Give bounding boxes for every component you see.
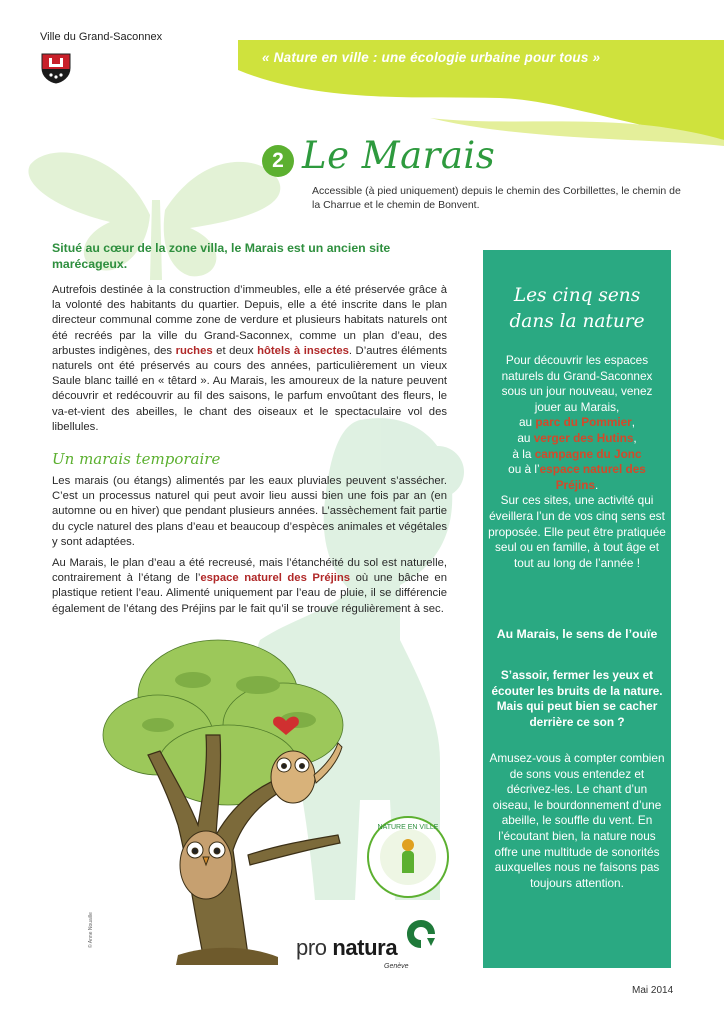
panel-title <box>483 283 671 335</box>
banner-slogan: « Nature en ville : une écologie urbaine pour tous » <box>262 50 601 65</box>
link-verger-hutins[interactable]: verger des Hutins <box>533 430 634 445</box>
text-run: et deux <box>212 344 258 357</box>
link-campagne-jonc[interactable]: campagne du Jonc <box>534 446 642 461</box>
text-run: Pour découvrir les espaces naturels du Grand-Saconnex sous un jour nouveau, venez jouer au Marais, <box>501 353 653 414</box>
illustration-credit: © Anne Nouaille <box>88 912 94 948</box>
owl-left <box>180 831 232 899</box>
link-ruches[interactable]: ruches <box>175 344 213 357</box>
text-run: . D’autres éléments naturels ont été préservés au cours des années, particulièrement un vieux Saule blanc taillé en « têtard ». Au Marais, les amoureux de la nature peuvent découvrir et redécouvrir au fil des saisons, le parfum envoûtant des fleurs, le va-et-vient des abeilles, le chant des oiseaux et le spectaculaire vol des libellules. <box>52 344 447 433</box>
page-title: Le Marais <box>302 134 496 177</box>
link-hotels-insectes[interactable]: hôtels à insectes <box>257 344 349 357</box>
text-run: Au Marais, le plan d’eau a été recreusé, mais l’étanchéité du sol est naturelle, contrairement à l’étang de l’ <box>52 557 447 585</box>
text-run: Autrefois destinée à la construction d’immeubles, elle a été préservée grâce à la volonté des habitants du quartier. Depuis, elle a été inscrite dans le plan directeur communal comme zone de verdure et plusieurs habitats naturels ont été recréés par la ville du Grand-Saconnex, comme un plan d’eau, des arbustes indigènes, des <box>52 284 447 357</box>
panel-title-line: Les cinq sens <box>513 285 641 306</box>
brand-text: pro <box>296 935 333 960</box>
pro-natura-icon <box>405 918 437 950</box>
tree-owls-illustration <box>98 625 368 980</box>
access-info: Accessible (à pied uniquement) depuis le chemin des Corbillettes, le chemin de la Charrue et le chemin de Bonvent. <box>312 185 681 211</box>
panel-title-line: dans la nature <box>509 311 645 332</box>
panel-subheading: Au Marais, le sens de l’ouïe <box>496 627 658 641</box>
text-run: , <box>631 415 636 430</box>
intro-text: Situé au cœur de la zone villa, le Marais est un ancien site marécageux. <box>52 241 391 271</box>
panel-intro <box>488 353 666 571</box>
pro-natura-logo <box>296 935 397 961</box>
text-run: où une bâche en plastique retient l’eau. Alimenté uniquement par l’eau de pluie, il se différencie également de l’étang des Préjins par le fait qu’il se trouve régulièrement à sec. <box>52 572 447 615</box>
badge-text: NATURE EN VILLE <box>377 824 439 831</box>
coat-of-arms-icon <box>40 52 72 84</box>
panel-activity-text: Amusez-vous à compter combien de sons vous entendez et décrivez-les. Le chant d’un oiseau, le bourdonnement d’une abeille, le souffle du vent. En l’écoutant bien, la nature nous offre une multitude de sonorités auxquelles nous ne faisons pas toujours attention. <box>489 751 665 890</box>
paragraph-temporary-marsh: Les marais (ou étangs) alimentés par les eaux pluviales peuvent s’assécher. C’est un processus naturel qui peut avoir lieu aussi bien une fois par an (en automne ou en hiver) que pendant plusieurs années. L’assèchement fait partie du cycle naturel des plans d’eau et beaucoup d’espèces animales et végétales y sont adaptées. <box>52 475 447 548</box>
link-espace-prejins-panel[interactable]: espace naturel des Préjins <box>539 462 646 492</box>
link-espace-prejins[interactable]: espace naturel des Préjins <box>200 572 351 585</box>
text-run: . <box>595 477 599 492</box>
panel-instruction: S’assoir, fermer les yeux et écouter les bruits de la nature. Mais qui peut bien se cacher derrière ce son ? <box>491 668 663 729</box>
link-parc-pommier[interactable]: parc du Pommier <box>535 415 632 430</box>
text-run: ou à l’ <box>508 462 540 477</box>
text-run: au <box>518 415 536 430</box>
text-run: au <box>517 430 534 445</box>
brand-subtitle: Genève <box>384 963 409 970</box>
nature-en-ville-badge <box>366 815 450 899</box>
town-name: Ville du Grand-Saconnex <box>40 31 163 43</box>
brand-text-bold: natura <box>332 935 398 960</box>
publication-date: Mai 2014 <box>632 985 674 996</box>
paragraph-pond <box>52 556 447 617</box>
paragraph-history <box>52 283 447 435</box>
text-run: Sur ces sites, une activité qui éveillera l’un de vos cinq sens est proposée. Elle peut être pratiquée seul ou en famille, à tout âge et tout au long de l’année ! <box>488 493 666 570</box>
text-run: à la <box>512 446 535 461</box>
title-number-badge: 2 <box>262 145 294 177</box>
section-heading: Un marais temporaire <box>52 450 221 468</box>
text-run: , <box>633 430 637 445</box>
